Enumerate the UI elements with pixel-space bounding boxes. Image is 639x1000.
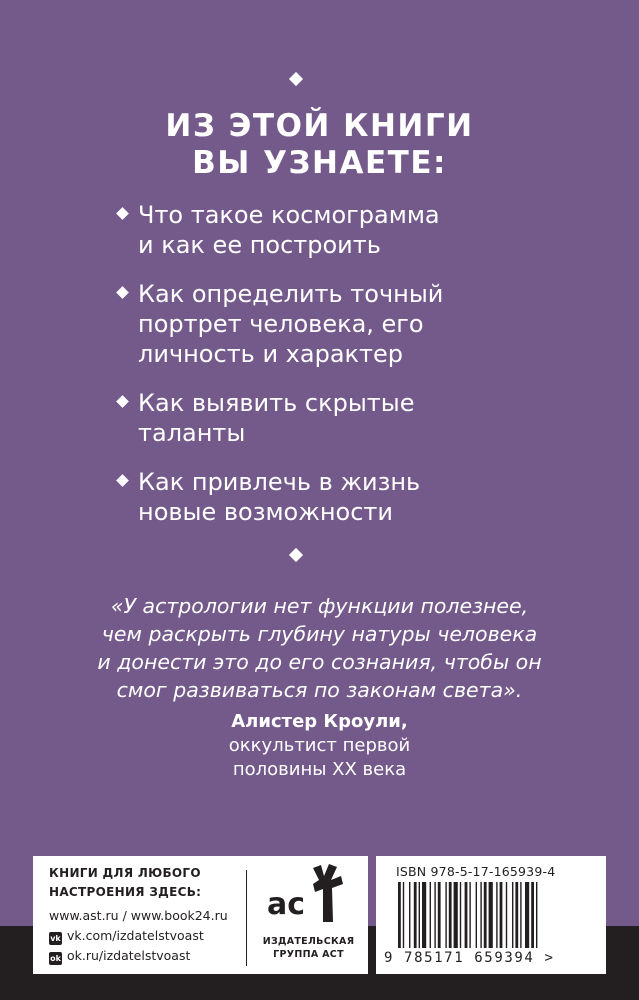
publisher-info-box [33, 856, 368, 974]
benefit-text: Как привлечь в жизнь новые возможности [138, 468, 421, 526]
quote-author-role: оккультист первой половины XX века [228, 735, 411, 780]
diamond-bullet-icon [116, 286, 129, 299]
publisher-line-1: ИЗДАТЕЛЬСКАЯ [262, 936, 355, 947]
benefit-text: Что такое космограмма и как ее построить [138, 201, 440, 259]
publisher-line-2: ГРУППА АСТ [273, 949, 344, 960]
ok-link[interactable] [49, 948, 190, 965]
diamond-bullet-icon [116, 207, 129, 220]
vk-link-text: vk.com/izdatelstvoast [67, 928, 204, 943]
benefit-item [112, 200, 532, 260]
vk-icon: vk [50, 934, 61, 943]
headline [0, 108, 639, 182]
benefit-text: Как выявить скрытые таланты [138, 389, 415, 447]
quote-author: Алистер Кроули, [231, 711, 408, 732]
publisher-name [251, 935, 366, 961]
benefits-list [112, 200, 532, 546]
books-heading-line-2: НАСТРОЕНИЯ ЗДЕСЬ: [49, 885, 202, 899]
info-divider [246, 870, 247, 966]
ast-logo-text: ac [267, 887, 306, 922]
ast-logo-icon [261, 862, 351, 934]
vk-link[interactable] [49, 928, 204, 945]
top-diamond-ornament [289, 72, 303, 86]
headline-line-2: ВЫ УЗНАЕТЕ: [192, 145, 447, 181]
middle-diamond-ornament [289, 548, 303, 562]
quote-attribution [0, 710, 639, 782]
ok-icon: ok [50, 954, 61, 963]
quote-text: «У астрологии нет функции полезнее, чем раскрыть глубину натуры человека и донести это до его сознания, чтобы он смог развиваться по законам света». [97, 594, 542, 702]
isbn-label: ISBN 978-5-17-165939-4 [396, 864, 556, 879]
isbn-box [376, 856, 606, 974]
diamond-bullet-icon [116, 395, 129, 408]
benefit-item [112, 467, 532, 527]
books-heading-line-1: КНИГИ ДЛЯ ЛЮБОГО [49, 866, 201, 880]
barcode-image [398, 882, 594, 952]
websites-link[interactable]: www.ast.ru / www.book24.ru [49, 908, 228, 923]
barcode-digits: 9 785171 659394 > [384, 950, 555, 966]
benefit-text: Как определить точный портрет человека, его личность и характер [138, 280, 444, 368]
benefit-item [112, 279, 532, 369]
headline-line-1: ИЗ ЭТОЙ КНИГИ [165, 108, 474, 144]
diamond-bullet-icon [116, 474, 129, 487]
benefit-item [112, 388, 532, 448]
ok-link-text: ok.ru/izdatelstvoast [67, 948, 191, 963]
